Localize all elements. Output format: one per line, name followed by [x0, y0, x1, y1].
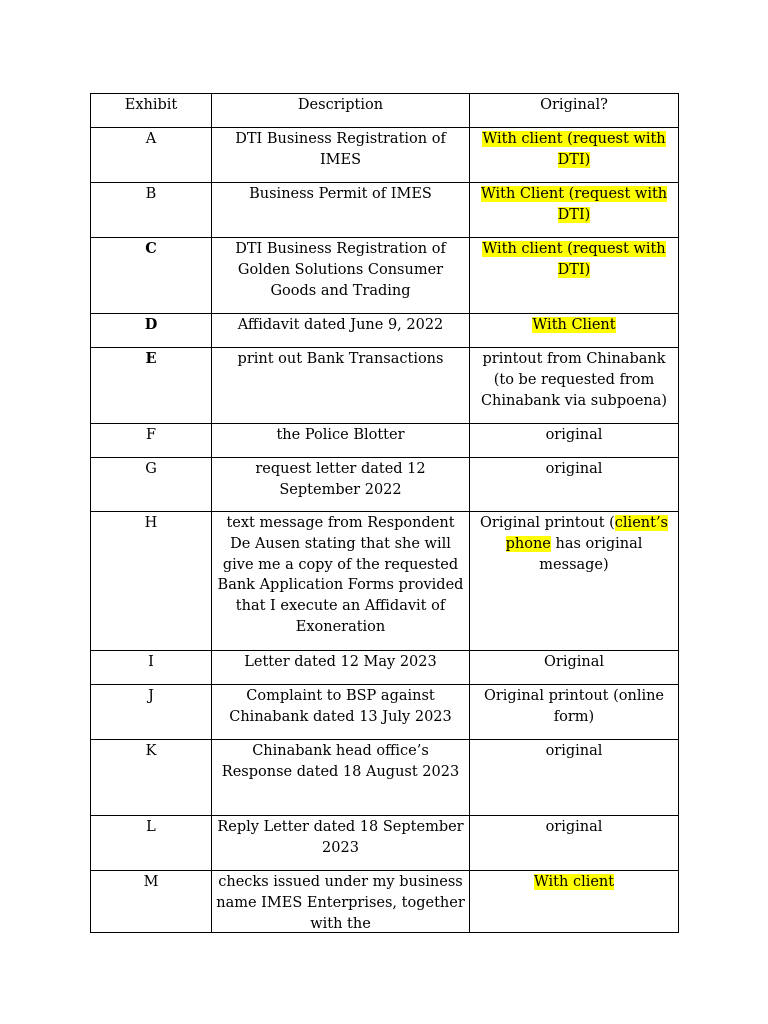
highlighted-text: With client: [533, 874, 615, 890]
table-row: [91, 348, 679, 424]
highlighted-text: With Client: [532, 317, 616, 333]
header-row: [91, 94, 679, 128]
description-cell: DTI Business Registration of IMES: [212, 128, 470, 183]
exhibit-cell: J: [91, 685, 212, 740]
original-cell: [470, 314, 679, 348]
table-row: [91, 458, 679, 512]
description-cell: the Police Blotter: [212, 424, 470, 458]
header-original: Original?: [470, 94, 679, 128]
description-cell: Chinabank head office’s Response dated 18 August 2023: [212, 740, 470, 816]
exhibit-cell: E: [91, 348, 212, 424]
description-cell: Reply Letter dated 18 September 2023: [212, 816, 470, 871]
exhibit-cell: B: [91, 183, 212, 238]
description-cell: Affidavit dated June 9, 2022: [212, 314, 470, 348]
original-cell: original: [470, 458, 679, 512]
original-cell: [470, 128, 679, 183]
exhibit-cell: C: [91, 238, 212, 314]
description-cell: checks issued under my business name IMES Enterprises, together with the: [212, 871, 470, 933]
original-cell: Original printout (client’s phone has original message): [470, 512, 679, 651]
table-row: [91, 685, 679, 740]
description-cell: Business Permit of IMES: [212, 183, 470, 238]
header-exhibit: Exhibit: [91, 94, 212, 128]
description-cell: DTI Business Registration of Golden Solutions Consumer Goods and Trading: [212, 238, 470, 314]
table-row: [91, 816, 679, 871]
table-row: [91, 871, 679, 933]
description-cell: Complaint to BSP against Chinabank dated 13 July 2023: [212, 685, 470, 740]
highlighted-text: With client (request with DTI): [482, 241, 666, 278]
original-cell: printout from Chinabank (to be requested from Chinabank via subpoena): [470, 348, 679, 424]
original-cell: Original: [470, 651, 679, 685]
description-cell: text message from Respondent De Ausen stating that she will give me a copy of the requested Bank Application Forms provided that I execute an Affidavit of Exoneration: [212, 512, 470, 651]
exhibits-table: [90, 93, 679, 933]
header-description: Description: [212, 94, 470, 128]
exhibit-cell: I: [91, 651, 212, 685]
exhibit-cell: A: [91, 128, 212, 183]
exhibit-cell: D: [91, 314, 212, 348]
exhibit-cell: L: [91, 816, 212, 871]
exhibit-cell: M: [91, 871, 212, 933]
table-row: [91, 238, 679, 314]
exhibit-cell: H: [91, 512, 212, 651]
table-row: [91, 651, 679, 685]
original-cell: [470, 238, 679, 314]
original-cell: [470, 183, 679, 238]
exhibit-cell: G: [91, 458, 212, 512]
highlighted-text: With Client (request with DTI): [480, 186, 668, 223]
original-cell: [470, 871, 679, 933]
table-row: [91, 740, 679, 816]
original-cell: Original printout (online form): [470, 685, 679, 740]
original-cell: original: [470, 740, 679, 816]
highlighted-text: client’s phone: [505, 515, 668, 552]
table-row: [91, 314, 679, 348]
exhibit-cell: F: [91, 424, 212, 458]
table-row: [91, 128, 679, 183]
original-cell: original: [470, 424, 679, 458]
original-cell: original: [470, 816, 679, 871]
table-row: [91, 512, 679, 651]
description-cell: print out Bank Transactions: [212, 348, 470, 424]
description-cell: request letter dated 12 September 2022: [212, 458, 470, 512]
exhibit-cell: K: [91, 740, 212, 816]
table-row: [91, 424, 679, 458]
table-row: [91, 183, 679, 238]
highlighted-text: With client (request with DTI): [482, 131, 666, 168]
description-cell: Letter dated 12 May 2023: [212, 651, 470, 685]
